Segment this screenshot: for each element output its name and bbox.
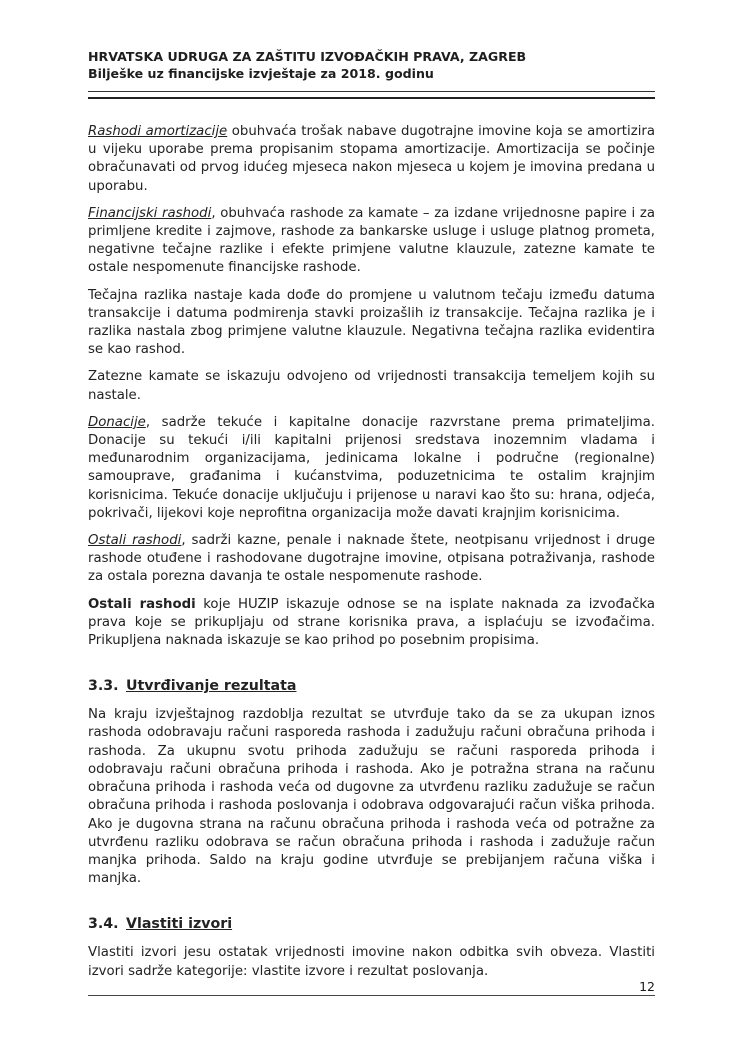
paragraph-donations: Donacije, sadrže tekuće i kapitalne donacije razvrstane prema primateljima. Donacije su tekući i/ili kapitalni prijenosi sredstava inozemnim vladama i međunarodnim organizacijama, jedinicama lokalne i područne (regionalne) samouprave, građanima i kućanstvima, poduzetnicima te ostalim krajnjim korisnicima. Tekuće donacije uključuju i prijenose u naravi kao što su: hrana, odjeća, pokrivači, lijekovi koje neprofitna organizacija može davati krajnjim korisnicima. — [88, 414, 655, 521]
paragraph-result-determination: Na kraju izvještajnog razdoblja rezultat se utvrđuje tako da se za ukupan iznos rashoda odobravaju računi rasporeda rashoda i zadužuju računi obračuna prihoda i rashoda. Za ukupnu svotu prihoda zadužuju se računi rasporeda prihoda i odobravaju računi obračuna prihoda i rashoda. Ako je potražna strana na računu obračuna prihoda i rashoda veća od dugovne za utvrđenu razliku zadužuje se račun obračuna prihoda i rashoda poslovanja i odobrava odgovarajući račun viška prihoda. Ako je dugovna strana na računu obračuna prihoda i rashoda veća od potražne za utvrđenu razliku odobrava se račun obračuna prihoda i rashoda i zadužuje račun manjka prihoda. Saldo na kraju godine utvrđuje se prebijanjem računa viška i manjka. — [88, 707, 655, 887]
term-other-expenses-bold: Ostali rashodi — [88, 596, 196, 612]
section-heading-3-4: 3.4. Vlastiti izvori — [88, 916, 233, 933]
paragraph-other-expenses: Ostali rashodi, sadrži kazne, penale i naknade štete, neotpisanu vrijednost i druge rashode otuđene i rashodovane dugotrajne imovine, otpisana potraživanja, rashode za ostala porezna davanja te ostale nespomenute rashode. — [88, 533, 656, 585]
page-header — [88, 48, 668, 82]
paragraph-exchange-difference: Tečajna razlika nastaje kada dođe do promjene u valutnom tečaju između datuma transakcije i datuma podmirenja stavki proizašlih iz transakcije. Tečajna razlika je i razlika nastala zbog primjene valutne klauzule. Negativna tečajna razlika evidentira se kao rashod. — [88, 287, 655, 358]
footer-rule — [88, 995, 655, 996]
paragraph-financial-expenses: Financijski rashodi, obuhvaća rashode za kamate – za izdane vrijednosne papire i za primljene kredite i zajmove, rashode za bankarske usluge i usluge platnog prometa, negativne tečajne razlike i efekte primjene valutne klauzule, zatezne kamate te ostale nespomenute financijske rashode. — [88, 205, 655, 276]
header-rule-thick — [88, 97, 655, 99]
paragraph-amortization: Rashodi amortizacije obuhvaća trošak nabave dugotrajne imovine koja se amortizira u vijeku uporabe prema propisanim stopama amortizacije. Amortizacija se počinje obračunavati od prvog idućeg mjeseca nakon mjeseca u kojem je imovina predana u uporabu. — [88, 124, 655, 194]
paragraph-own-sources: Vlastiti izvori jesu ostatak vrijednosti imovine nakon odbitka svih obveza. Vlastiti izvori sadrže kategorije: vlastite izvore i rezultat poslovanja. — [88, 945, 655, 979]
term-donations: Donacije — [88, 414, 146, 430]
organization-name: HRVATSKA UDRUGA ZA ZAŠTITU IZVOĐAČKIH PRAVA, ZAGREB — [88, 49, 527, 64]
document-body — [88, 123, 655, 990]
paragraph-default-interest: Zatezne kamate se iskazuju odvojeno od vrijednosti transakcija temeljem kojih su nastale. — [88, 369, 655, 403]
document-subtitle: Bilješke uz financijske izvještaje za 2018. godinu — [88, 66, 434, 81]
section-heading-3-3: 3.3. Utvrđivanje rezultata — [88, 678, 297, 695]
header-rule-thin — [88, 91, 655, 92]
term-amortization: Rashodi amortizacije — [88, 124, 228, 139]
term-other-expenses: Ostali rashodi — [88, 533, 182, 549]
term-financial-expenses: Financijski rashodi — [88, 205, 212, 221]
page-number: 12 — [639, 979, 655, 994]
paragraph-other-expenses-huzip: Ostali rashodi koje HUZIP iskazuje odnose se na isplate naknada za izvođačka prava koje se prikupljaju od strane korisnika prava, a isplaćuju se izvođačima. Prikupljena naknada iskazuje se kao prihod po posebnim propisima. — [88, 596, 656, 649]
